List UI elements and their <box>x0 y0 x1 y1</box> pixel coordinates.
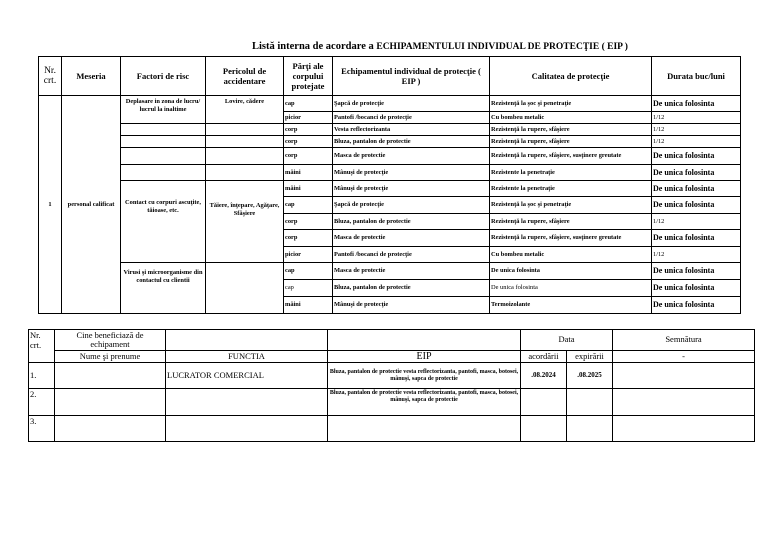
calitate-cell: Rezistenţă la şoc şi penetraţie <box>490 96 652 112</box>
eip-cell: Vesta reflectorizanta <box>333 124 490 136</box>
parte-cell: corp <box>284 148 333 165</box>
header-functia: FUNCTIA <box>166 351 328 363</box>
pericol-cell <box>206 165 284 181</box>
pericol-cell <box>206 124 284 136</box>
functia-cell[interactable] <box>166 389 328 416</box>
header-expirarii: expirării <box>567 351 613 363</box>
pericol-cell <box>206 263 284 314</box>
header-nume: Nume şi prenume <box>55 351 166 363</box>
title-prefix: Listă interna de acordare a <box>252 41 377 52</box>
table-row <box>39 124 741 136</box>
table2-header-row <box>29 330 755 351</box>
eip-cell[interactable] <box>328 416 521 442</box>
parte-cell: cap <box>284 96 333 112</box>
parte-cell: corp <box>284 230 333 247</box>
table-row <box>39 96 741 112</box>
durata-cell: 1/12 <box>652 112 741 124</box>
eip-cell[interactable]: Bluza, pantalon de protectie vesta reflectorizanta, pantofi, masca, botosei, mânuşi, sapca de protectie <box>328 389 521 416</box>
parte-cell: corp <box>284 214 333 230</box>
header-factori: Factori de risc <box>121 57 206 96</box>
eip-allocation-table <box>28 329 755 442</box>
factor-cell <box>121 165 206 181</box>
meseria-cell: personal calificat <box>62 96 121 314</box>
header-parti: Părţi ale corpului protejate <box>284 57 333 96</box>
row-nr: 2. <box>29 389 55 416</box>
header-cine: Cine beneficiază de echipament <box>55 330 166 351</box>
durata-cell: De unica folosinta <box>652 165 741 181</box>
parte-cell: picior <box>284 112 333 124</box>
header-acordarii: acordării <box>521 351 567 363</box>
table-row <box>39 263 741 280</box>
durata-cell: De unica folosinta <box>652 263 741 280</box>
table-row <box>29 389 755 416</box>
factor-cell <box>121 136 206 148</box>
calitate-cell: Cu bombeu metalic <box>490 247 652 263</box>
pericol-cell <box>206 148 284 165</box>
table1-header-row <box>39 57 741 96</box>
calitate-cell: Rezistente la penetraţie <box>490 181 652 197</box>
functia-cell[interactable] <box>166 416 328 442</box>
parte-cell: corp <box>284 124 333 136</box>
factor-cell <box>121 124 206 136</box>
semnatura-cell[interactable] <box>613 363 755 389</box>
factor-cell: Contact cu corpuri ascuţite, tăioase, etc. <box>121 181 206 263</box>
pericol-cell: Tăiere, înţepare, Agăţare, Sfâşiere <box>206 181 284 263</box>
parte-cell: corp <box>284 136 333 148</box>
expirarii-cell[interactable] <box>567 416 613 442</box>
title-main: ECHIPAMENTULUI INDIVIDUAL DE PROTECŢIE ( EIP ) <box>376 42 628 52</box>
calitate-cell: Rezistenţă la rupere, sfâşiere <box>490 136 652 148</box>
eip-cell: Mânuşi de protecţie <box>333 297 490 314</box>
header-nr: Nr. crt. <box>39 57 62 96</box>
semnatura-cell[interactable] <box>613 389 755 416</box>
eip-cell: Pantofi /bocanci de protecţie <box>333 247 490 263</box>
table-row <box>29 416 755 442</box>
durata-cell: De unica folosinta <box>652 230 741 247</box>
table-row <box>39 181 741 197</box>
parte-cell: mâini <box>284 297 333 314</box>
table2-subheader-row <box>29 351 755 363</box>
header-eip: Echipamentul individual de protecţie ( EIP ) <box>333 57 490 96</box>
durata-cell: 1/12 <box>652 136 741 148</box>
durata-cell: De unica folosinta <box>652 148 741 165</box>
expirarii-cell[interactable] <box>567 389 613 416</box>
durata-cell: De unica folosinta <box>652 181 741 197</box>
eip-cell: Şapcă de protecţie <box>333 197 490 214</box>
calitate-cell: Rezistenţă la şoc şi penetraţie <box>490 197 652 214</box>
durata-cell: De unica folosinta <box>652 197 741 214</box>
calitate-cell: Rezistenţă la rupere, sfâşiere <box>490 124 652 136</box>
functia-cell[interactable]: LUCRATOR COMERCIAL <box>166 363 328 389</box>
calitate-cell: Rezistenţă la rupere, sfâşiere, susţinere greutate <box>490 148 652 165</box>
row-nr: 1 <box>39 96 62 314</box>
durata-cell: De unica folosinta <box>652 297 741 314</box>
header-nr: Nr. crt. <box>29 330 55 363</box>
header-eip: EIP <box>328 351 521 363</box>
header-durata: Durata buc/luni <box>652 57 741 96</box>
expirarii-cell[interactable]: .08.2025 <box>567 363 613 389</box>
calitate-cell: Rezistenţă la rupere, sfâşiere <box>490 214 652 230</box>
header-meseria: Meseria <box>62 57 121 96</box>
table-row <box>39 165 741 181</box>
eip-risk-table <box>38 56 741 314</box>
parte-cell: mâini <box>284 165 333 181</box>
parte-cell: picior <box>284 247 333 263</box>
semnatura-cell[interactable] <box>613 416 755 442</box>
calitate-cell: De unica folosinta <box>490 280 652 297</box>
header-calitatea: Calitatea de protecţie <box>490 57 652 96</box>
durata-cell: 1/12 <box>652 124 741 136</box>
nume-cell[interactable] <box>55 363 166 389</box>
calitate-cell: Rezistenţă la rupere, sfâşiere, susţinere greutate <box>490 230 652 247</box>
header-pericolul: Pericolul de accidentare <box>206 57 284 96</box>
nume-cell[interactable] <box>55 389 166 416</box>
eip-cell: Bluza, pantalon de protectie <box>333 214 490 230</box>
acordarii-cell[interactable]: .08.2024 <box>521 363 567 389</box>
factor-cell: Virusi şi microorganisme din contactul cu clientii <box>121 263 206 314</box>
page-title <box>0 41 768 52</box>
header-data: Data <box>521 330 613 351</box>
durata-cell: 1/12 <box>652 214 741 230</box>
acordarii-cell[interactable] <box>521 416 567 442</box>
header-semnatura: Semnătura <box>613 330 755 351</box>
factor-cell: Deplasare in zona de lucru/ lucrul la inaltime <box>121 96 206 124</box>
table-row <box>29 363 755 389</box>
eip-cell: Masca de protectie <box>333 263 490 280</box>
eip-cell[interactable]: Bluza, pantalon de protectie vesta reflectorizanta, pantofi, masca, botosei, mânuşi, sapca de protectie <box>328 363 521 389</box>
parte-cell: cap <box>284 280 333 297</box>
table-row <box>39 148 741 165</box>
nume-cell[interactable] <box>55 416 166 442</box>
durata-cell: De unica folosinta <box>652 96 741 112</box>
eip-cell: Bluza, pantalon de protectie <box>333 136 490 148</box>
calitate-cell: De unica folosinta <box>490 263 652 280</box>
eip-cell: Şapcă de protecţie <box>333 96 490 112</box>
eip-cell: Mânuşi de protecţie <box>333 181 490 197</box>
eip-cell: Mânuşi de protecţie <box>333 165 490 181</box>
header-empty <box>166 330 328 351</box>
parte-cell: cap <box>284 197 333 214</box>
parte-cell: mâini <box>284 181 333 197</box>
pericol-cell <box>206 136 284 148</box>
parte-cell: cap <box>284 263 333 280</box>
calitate-cell: Termoizolante <box>490 297 652 314</box>
calitate-cell: Cu bombeu metalic <box>490 112 652 124</box>
eip-cell: Pantofi /bocanci de protecţie <box>333 112 490 124</box>
calitate-cell: Rezistente la penetraţie <box>490 165 652 181</box>
durata-cell: 1/12 <box>652 247 741 263</box>
header-empty <box>328 330 521 351</box>
factor-cell <box>121 148 206 165</box>
header-dash: - <box>613 351 755 363</box>
row-nr: 3. <box>29 416 55 442</box>
eip-cell: Bluza, pantalon de protectie <box>333 280 490 297</box>
eip-cell: Masca de protectie <box>333 148 490 165</box>
acordarii-cell[interactable] <box>521 389 567 416</box>
pericol-cell: Lovire, cădere <box>206 96 284 124</box>
durata-cell: De unica folosinta <box>652 280 741 297</box>
eip-cell: Masca de protectie <box>333 230 490 247</box>
table-row <box>39 136 741 148</box>
row-nr: 1. <box>29 363 55 389</box>
